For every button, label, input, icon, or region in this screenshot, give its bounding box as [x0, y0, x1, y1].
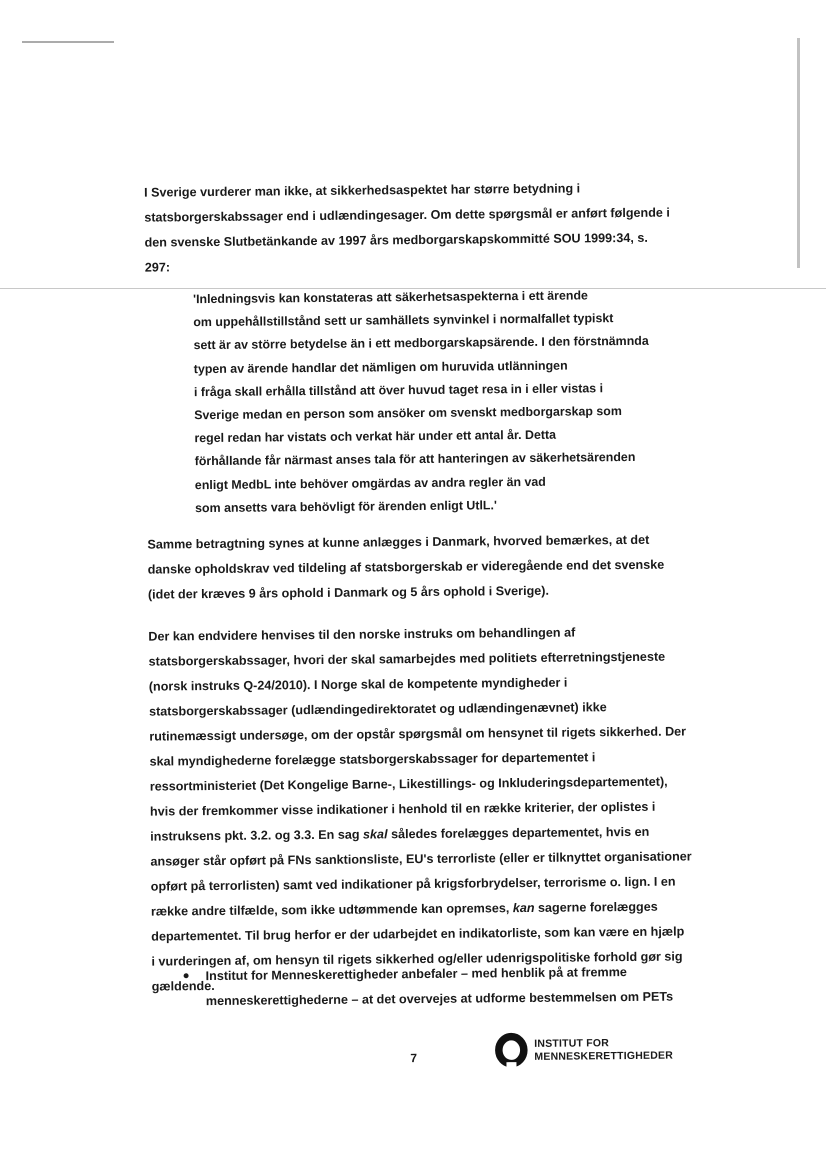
quote-line: i fråga skall erhålla tillstånd att över huvud taget resa in i eller vistas i [193, 381, 604, 399]
text-line: i vurderingen af, om hensyn til rigets sikkerhed og/eller udenrigspolitiske forhold gør sig [151, 949, 683, 969]
emphasis-kan: kan [512, 900, 535, 916]
quote-line: regel redan har vistats och verkat här under ett antal år. Detta [194, 427, 557, 446]
quote-line: sett är av större betydelse än i ett medborgarskapsärende. I den förstnämnda [193, 334, 649, 353]
text-line: skal myndighederne forelægge statsborgerskabssager for departementet i [149, 750, 596, 769]
text-segment: instruksens pkt. 3.2. og 3.3. En sag [150, 827, 364, 844]
text-line: (norsk instruks Q-24/2010). I Norge skal de kompetente myndigheder i [148, 675, 568, 694]
text-line: danske opholdskrav ved tildeling af statsborgerskab er videregående end det svenske [147, 557, 665, 577]
text-line: rutinemæssigt undersøge, om der opstår spørgsmål om hensynet til rigets sikkerhed. Der [149, 724, 687, 744]
text-line: Samme betragtning synes at kunne anlægges i Danmark, hvorved bemærkes, at det [147, 532, 650, 552]
text-segment: således forelægges departementet, hvis en [387, 824, 650, 842]
text-line: (idet der kræves 9 års ophold i Danmark og 5 års ophold i Sverige). [147, 583, 550, 602]
text-line: I Sverige vurderer man ikke, at sikkerhedsaspektet har større betydning i [144, 181, 581, 200]
quote-line: om uppehållstillstånd sett ur samhällets synvinkel i normalfallet typiskt [193, 311, 614, 330]
quote-line: förhållande får närmast anses tala för att hanteringen av säkerhetsärenden [194, 450, 636, 469]
ring-logo-icon [494, 1032, 528, 1068]
paragraph-denmark-comparison [147, 528, 668, 608]
text-line: ressortministeriet (Det Kongelige Barne-, Likestillings- og Inkluderingsdepartementet), [149, 774, 668, 794]
text-line: 297: [144, 260, 171, 275]
bullet-text [205, 960, 674, 1014]
paragraph-norway-instruction [148, 620, 692, 1000]
text-line: Institut for Menneskerettigheder anbefaler – med henblik på at fremme [205, 965, 627, 984]
text-segment: række andre tilfælde, som ikke udtømmende kan opremses, [150, 901, 513, 919]
text-line: opført på terrorlisten) samt ved indikationer på krigsforbrydelser, terrorisme o. lign. I en [150, 874, 676, 894]
quote-line: 'Inledningsvis kan konstateras att säkerhetsaspekterna i ett ärende [193, 288, 588, 307]
text-line: ansøger står opført på FNs sanktionsliste, EU's terrorliste (eller er tilknyttet organisationer [150, 849, 692, 869]
quote-line: enligt MedbL inte behöver omgärdas av andra regler än vad [194, 474, 546, 492]
text-line: statsborgerskabssager end i udlændingesager. Om dette spørgsmål er anført følgende i [144, 205, 670, 225]
block-quote-sou [193, 284, 649, 520]
quote-line: som ansetts vara behövligt för ärenden enligt UtlL.' [195, 498, 497, 515]
quote-line: Sverige medan en person som ansöker om svenskt medborgarskap som [194, 404, 622, 423]
text-line: statsborgerskabssager, hvori der skal samarbejdes med politiets efterretningstjeneste [148, 649, 666, 669]
text-segment: sagerne forelægges [534, 899, 658, 915]
page-number: 7 [410, 1051, 418, 1066]
text-line: departementet. Til brug herfor er der udarbejdet en indikatorliste, som kan være en hjælp [151, 924, 685, 944]
logo-text-line1: INSTITUT FOR [534, 1037, 610, 1050]
text-line: gældende. [151, 978, 215, 994]
institute-logo [494, 1030, 684, 1072]
paragraph-sweden-assessment [144, 176, 670, 281]
text-line: menneskerettighederne – at det overvejes at udforme bestemmelsen om PETs [205, 989, 674, 1009]
quote-line: typen av ärende handlar det nämligen om huruvida utlänningen [193, 358, 568, 376]
text-line: statsborgerskabssager (udlændingedirektoratet og udlændingenævnet) ikke [148, 700, 607, 719]
bullet-icon [184, 973, 189, 978]
emphasis-skal: skal [362, 827, 388, 842]
text-line: hvis der fremkommer visse indikationer i henhold til en række kriterier, der oplistes i [149, 799, 656, 819]
logo-text-line2: MENNESKERETTIGHEDER [534, 1049, 674, 1063]
text-line: Der kan endvidere henvises til den norske instruks om behandlingen af [148, 625, 576, 644]
text-line: den svenske Slutbetänkande av 1997 års medborgarskapskommitté SOU 1999:34, s. [144, 230, 648, 250]
